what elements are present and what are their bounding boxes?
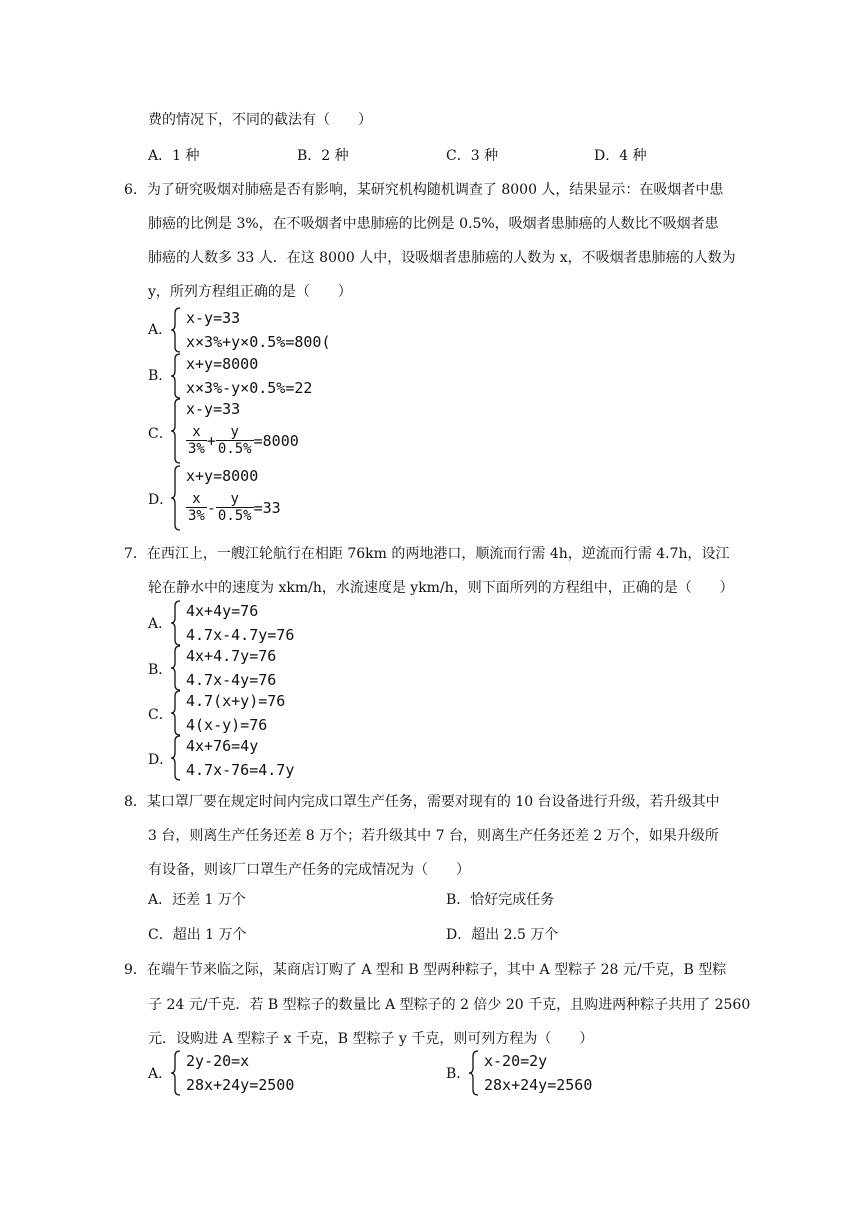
left-brace-icon [468, 1050, 480, 1096]
q7-option-c-label: C． [148, 707, 173, 723]
q7-a-equation-2: 4.7x-4.7y=76 [186, 626, 295, 644]
q7-c-equation-2: 4(x-y)=76 [186, 716, 268, 734]
q6-b-equation-2: x×3%-y×0.5%=22 [186, 379, 313, 397]
q6-b-equation-1: x+y=8000 [186, 355, 259, 373]
q8-line-1: 8．某口罩厂要在规定时间内完成口罩生产任务，需要对现有的 10 台设备进行升级，若升级其中 [124, 794, 720, 810]
operator: + [206, 431, 216, 450]
q9-line-3: 元．设购进 A 型粽子 x 千克，B 型粽子 y 千克，则可列方程为（ ） [148, 1031, 594, 1047]
q8-option-b: B．恰好完成任务 [446, 892, 555, 908]
q6-option-c-label: C． [148, 426, 173, 442]
right-hand-side: =33 [253, 498, 281, 517]
q5-option-d: D．4 种 [594, 148, 647, 164]
fraction [186, 424, 207, 457]
denominator: 0.5% [217, 441, 252, 457]
q7-option-b-system [170, 645, 360, 691]
left-brace-icon [170, 645, 182, 691]
left-brace-icon [170, 735, 182, 781]
q8-line-3: 有设备，则该厂口罩生产任务的完成情况为（ ） [148, 862, 470, 878]
operator: - [206, 498, 216, 517]
q9-option-b-system [468, 1050, 658, 1096]
q9-a-equation-1: 2y-20=x [186, 1052, 250, 1070]
q6-a-equation-1: x-y=33 [186, 309, 241, 327]
q6-d-equation-1: x+y=8000 [186, 467, 259, 485]
q6-option-b-label: B． [148, 368, 173, 384]
q5-option-c: C．3 种 [446, 148, 499, 164]
denominator: 3% [188, 441, 205, 457]
q7-a-equation-1: 4x+4y=76 [186, 602, 259, 620]
q6-c-equation-1: x-y=33 [186, 400, 241, 418]
q7-option-a-label: A． [148, 616, 173, 632]
q5-text-continued: 费的情况下，不同的截法有（ ） [148, 112, 372, 128]
fraction [216, 491, 254, 524]
fraction [216, 424, 254, 457]
q6-option-d-label: D． [148, 492, 174, 508]
q6-c-equation-2 [186, 424, 299, 457]
q7-c-equation-1: 4.7(x+y)=76 [186, 692, 286, 710]
q5-option-b: B．2 种 [297, 148, 349, 164]
q7-option-b-label: B． [148, 662, 173, 678]
q9-option-a-system [170, 1050, 360, 1096]
q6-line-2: 肺癌的比例是 3%，在不吸烟者中患肺癌的比例是 0.5%，吸烟者患肺癌的人数比不吸烟者患 [148, 216, 719, 232]
q6-a-equation-2: x×3%+y×0.5%=800( [186, 333, 331, 351]
numerator: x [192, 424, 201, 440]
right-hand-side: =8000 [253, 431, 299, 450]
q6-line-1: 6．为了研究吸烟对肺癌是否有影响，某研究机构随机调查了 8000 人，结果显示：在吸烟者中患 [124, 182, 724, 198]
q7-option-c-system [170, 690, 360, 736]
denominator: 3% [188, 508, 205, 524]
q6-d-equation-2 [186, 491, 281, 524]
q7-line-1: 7．在西江上，一艘江轮航行在相距 76km 的两地港口，顺流而行需 4h，逆流而行需 4.7h，设江 [124, 546, 730, 562]
q7-b-equation-1: 4x+4.7y=76 [186, 647, 277, 665]
q9-option-b-label: B． [446, 1066, 471, 1082]
q7-b-equation-2: 4.7x-4y=76 [186, 671, 277, 689]
numerator: y [230, 424, 239, 440]
left-brace-icon [170, 465, 182, 531]
q7-d-equation-2: 4.7x-76=4.7y [186, 761, 295, 779]
q9-option-a-label: A． [148, 1066, 173, 1082]
q9-line-1: 9．在端午节来临之际，某商店订购了 A 型和 B 型两种粽子，其中 A 型粽子 28 元/千克，B 型粽 [124, 962, 727, 978]
left-brace-icon [170, 600, 182, 646]
q8-option-a: A．还差 1 万个 [148, 892, 246, 908]
q6-option-a-system [170, 307, 360, 353]
q6-option-c-system [170, 398, 360, 464]
q8-line-2: 3 台，则离生产任务还差 8 万个；若升级其中 7 台，则离生产任务还差 2 万个，如果升级所 [148, 828, 719, 844]
left-brace-icon [170, 307, 182, 353]
q7-d-equation-1: 4x+76=4y [186, 737, 259, 755]
left-brace-icon [170, 1050, 182, 1096]
q9-a-equation-2: 28x+24y=2500 [186, 1076, 295, 1094]
denominator: 0.5% [217, 508, 252, 524]
q5-option-a: A．1 种 [148, 148, 200, 164]
q7-line-2: 轮在静水中的速度为 xkm/h，水流速度是 ykm/h，则下面所列的方程组中，正确的是（ ） [148, 580, 734, 596]
q9-b-equation-1: x-20=2y [484, 1052, 548, 1070]
q6-line-3: 肺癌的人数多 33 人．在这 8000 人中，设吸烟者患肺癌的人数为 x，不吸烟者患肺癌的人数为 [148, 250, 736, 266]
q6-option-b-system [170, 353, 360, 399]
left-brace-icon [170, 398, 182, 464]
q7-option-a-system [170, 600, 360, 646]
q8-option-d: D．超出 2.5 万个 [446, 927, 559, 943]
left-brace-icon [170, 690, 182, 736]
left-brace-icon [170, 353, 182, 399]
q9-b-equation-2: 28x+24y=2560 [484, 1076, 593, 1094]
q6-line-4: y，所列方程组正确的是（ ） [148, 284, 352, 300]
q7-option-d-system [170, 735, 360, 781]
numerator: y [230, 491, 239, 507]
q7-option-d-label: D． [148, 752, 174, 768]
q6-option-d-system [170, 465, 360, 531]
q6-option-a-label: A． [148, 322, 173, 338]
numerator: x [192, 491, 201, 507]
q9-line-2: 子 24 元/千克．若 B 型粽子的数量比 A 型粽子的 2 倍少 20 千克，且购进两种粽子共用了 2560 [148, 997, 751, 1013]
q8-option-c: C．超出 1 万个 [148, 927, 247, 943]
fraction [186, 491, 207, 524]
